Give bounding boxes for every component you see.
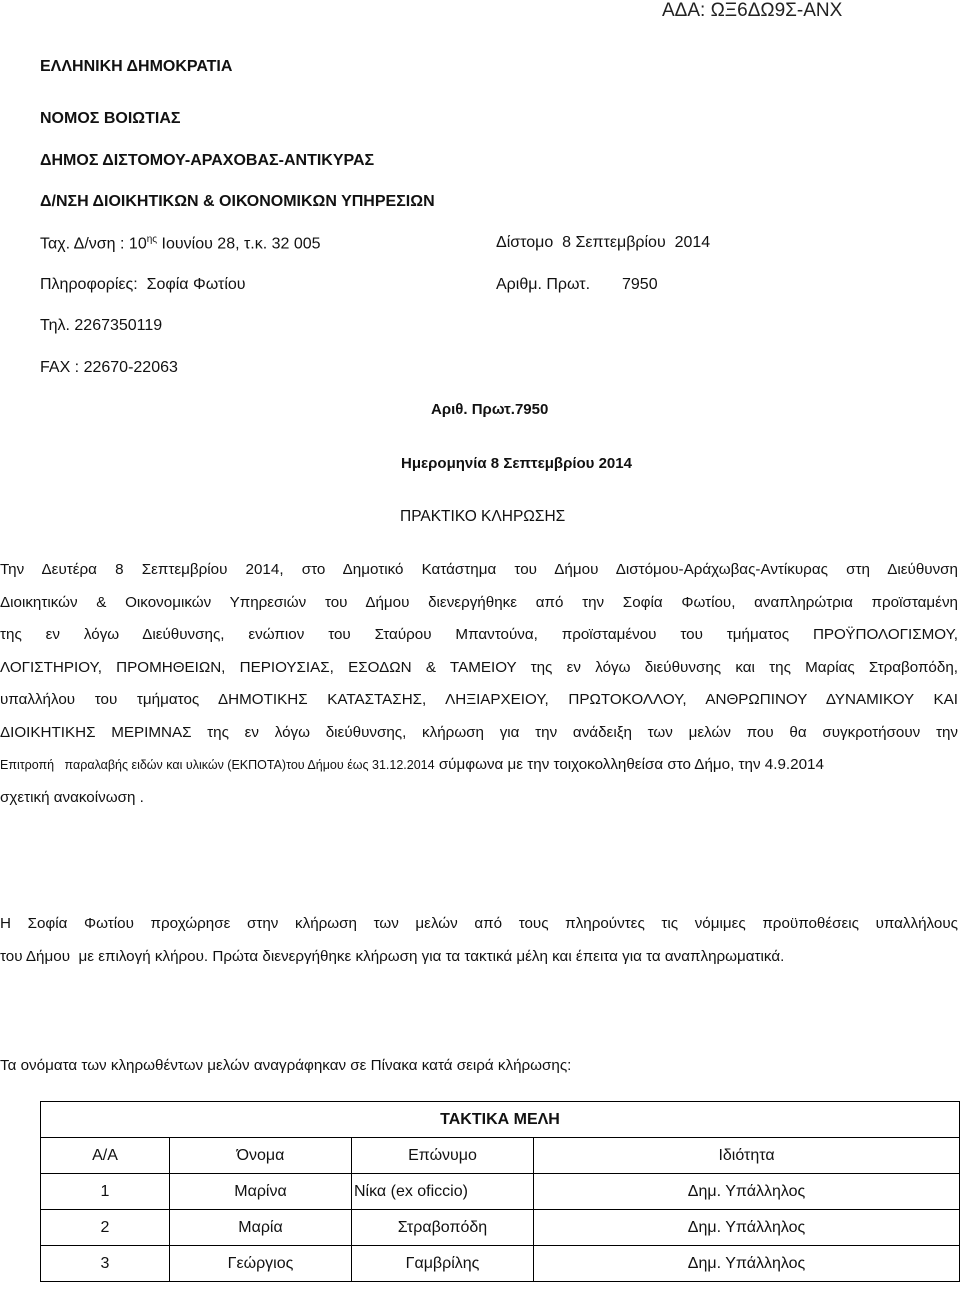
table-row — [41, 1246, 960, 1282]
table-title-row — [41, 1102, 960, 1138]
table-cell: Δημ. Υπάλληλος — [534, 1210, 960, 1246]
header-republic: ΕΛΛΗΝΙΚΗ ΔΗΜΟΚΡΑΤΙΑ — [40, 58, 233, 75]
center-date: Ημερομηνία 8 Σεπτεμβρίου 2014 — [401, 455, 632, 472]
table-cell: Νίκα (ex oficcio) — [352, 1174, 534, 1210]
contact-line: Πληροφορίες: Σοφία Φωτίου — [40, 276, 246, 293]
place-date: Δίστομο 8 Σεπτεμβρίου 2014 — [496, 234, 711, 251]
table-cell: Δημ. Υπάλληλος — [534, 1174, 960, 1210]
paragraph-2 — [0, 908, 958, 973]
address-sup: ης — [146, 234, 158, 245]
paragraph-1-line-2: Διοικητικών & Οικονομικών Υπηρεσιών του Δήμου διενεργήθηκε από την Σοφία Φωτίου, αναπληρώτρια προϊσταμένη — [0, 593, 958, 611]
ada-code: ΑΔΑ: ΩΞ6ΔΩ9Σ-ΑΝΧ — [662, 0, 843, 21]
paragraph-1-line-3: της εν λόγω Διεύθυνσης, ενώπιον του Σταύρου Μπαντούνα, προϊσταμένου του τμήματος ΠΡΟΫΠΟΛΟΓΙΣΜΟΥ, — [0, 626, 958, 643]
committee-text: Επιτροπή παραλαβής ειδών και υλικών (ΕΚΠΟΤΑ)του Δήμου έως 31.12.2014 — [0, 758, 435, 772]
table-cell: 1 — [41, 1174, 170, 1210]
table-cell: Στραβοπόδη — [352, 1210, 534, 1246]
table-row — [41, 1210, 960, 1246]
phone-line: Τηλ. 2267350119 — [40, 317, 163, 334]
paragraph-2-line-2: του Δήμου με επιλογή κλήρου. Πρώτα διενεργήθηκε κλήρωση για τα τακτικά μέλη και έπειτα για τα αναπληρωματικά. — [0, 947, 785, 965]
paragraph-2-line-1: Η Σοφία Φωτίου προχώρησε στην κλήρωση των μελών από τους πληρούντες τις νόμιμες προϋποθέσεις υπαλλήλους — [0, 915, 958, 932]
column-header: Ιδιότητα — [534, 1138, 960, 1174]
protocol-number: 7950 — [622, 276, 658, 293]
members-table — [40, 1101, 960, 1282]
paragraph-1-line-4: ΛΟΓΙΣΤΗΡΙΟΥ, ΠΡΟΜΗΘΕΙΩΝ, ΠΕΡΙΟΥΣΙΑΣ, ΕΣΟΔΩΝ & ΤΑΜΕΙΟΥ της εν λόγω διεύθυνσης και της Μαρίας Στραβοπόδη, — [0, 658, 958, 676]
paragraph-1-line-1: Την Δευτέρα 8 Σεπτεμβρίου 2014, στο Δημοτικό Κατάστημα του Δήμου Διστόμου-Αράχωβας-Αντίκυρας στη Διεύθυνση — [0, 561, 958, 578]
table-cell: 2 — [41, 1210, 170, 1246]
paragraph-3: Τα ονόματα των κληρωθέντων μελών αναγράφηκαν σε Πίνακα κατά σειρά κλήρωσης: — [0, 1057, 572, 1074]
paragraph-1 — [0, 554, 958, 814]
header-prefecture: ΝΟΜΟΣ ΒΟΙΩΤΙΑΣ — [40, 110, 181, 127]
column-header: Α/Α — [41, 1138, 170, 1174]
paragraph-1-line-7-rest: σύμφωνα με την τοιχοκολληθείσα στο Δήμο, την 4.9.2014 — [434, 756, 824, 773]
table-row — [41, 1174, 960, 1210]
center-protocol: Αριθ. Πρωτ.7950 — [431, 401, 549, 418]
paragraph-1-line-5: υπαλλήλου του τμήματος ΔΗΜΟΤΙΚΗΣ ΚΑΤΑΣΤΑΣΗΣ, ΛΗΞΙΑΡΧΕΙΟΥ, ΠΡΩΤΟΚΟΛΛΟΥ, ΑΝΘΡΩΠΙΝΟΥ ΔΥΝΑΜΙΚΟΥ ΚΑΙ — [0, 691, 958, 708]
address-post: Ιουνίου 28, τ.κ. 32 005 — [157, 235, 321, 253]
paragraph-1-line-6: ΔΙΟΙΚΗΤΙΚΗΣ ΜΕΡΙΜΝΑΣ της εν λόγω διεύθυνσης, κλήρωση για την ανάδειξη των μελών που θα συγκροτήσουν την — [0, 723, 958, 741]
column-header: Όνομα — [170, 1138, 352, 1174]
protocol-label: Αριθμ. Πρωτ. — [496, 276, 591, 293]
table-cell: Μαρία — [170, 1210, 352, 1246]
table-cell: Γεώργιος — [170, 1246, 352, 1282]
column-header: Επώνυμο — [352, 1138, 534, 1174]
header-municipality: ΔΗΜΟΣ ΔΙΣΤΟΜΟΥ-ΑΡΑΧΟΒΑΣ-ΑΝΤΙΚΥΡΑΣ — [40, 152, 375, 169]
table-cell: Μαρίνα — [170, 1174, 352, 1210]
table-cell: 3 — [41, 1246, 170, 1282]
document-title: ΠΡΑΚΤΙΚΟ ΚΛΗΡΩΣΗΣ — [400, 508, 566, 525]
header-directorate: Δ/ΝΣΗ ΔΙΟΙΚΗΤΙΚΩΝ & ΟΙΚΟΝΟΜΙΚΩΝ ΥΠΗΡΕΣΙΩΝ — [40, 193, 435, 210]
table-title: ΤΑΚΤΙΚΑ ΜΕΛΗ — [41, 1102, 960, 1138]
paragraph-1-line-7 — [0, 749, 958, 782]
paragraph-1-line-8: σχετική ανακοίνωση . — [0, 788, 144, 806]
table-cell: Δημ. Υπάλληλος — [534, 1246, 960, 1282]
fax-line: FAX : 22670-22063 — [40, 359, 178, 376]
address-pre: Ταχ. Δ/νση : 10 — [40, 235, 147, 253]
table-header-row — [41, 1138, 960, 1174]
table-cell: Γαμβρίλης — [352, 1246, 534, 1282]
address-line — [40, 234, 321, 253]
